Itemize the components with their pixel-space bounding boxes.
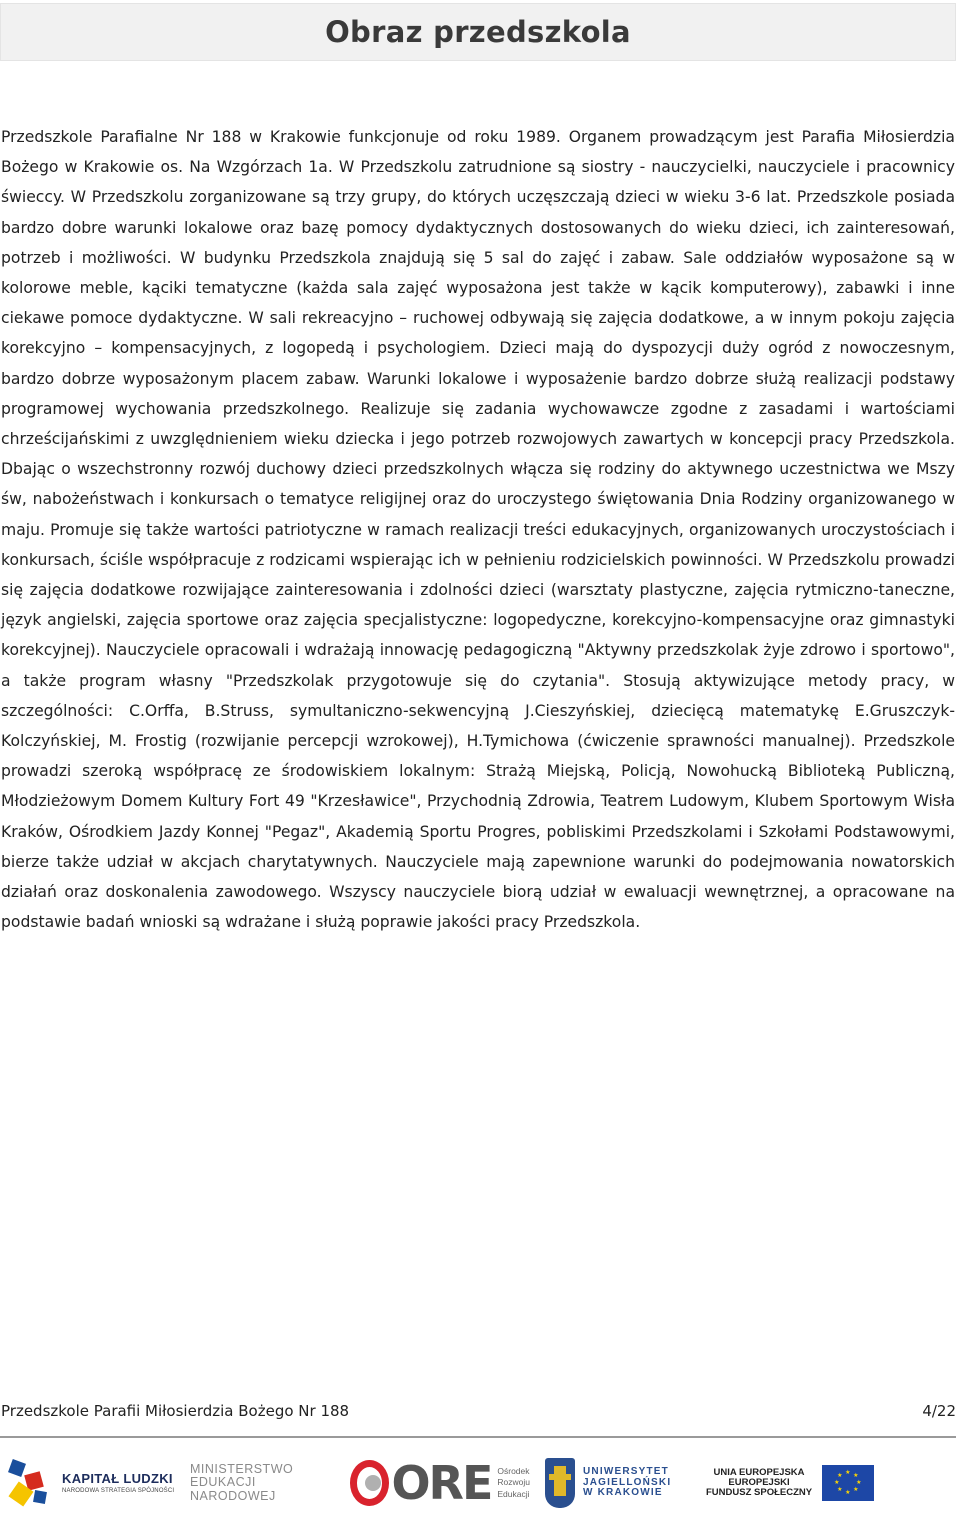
ore-mark: ORE bbox=[391, 1456, 492, 1510]
ore-line3: Edukacji bbox=[497, 1488, 530, 1499]
sponsor-logos bbox=[0, 1446, 960, 1520]
ore-line1: Ośrodek bbox=[497, 1466, 530, 1477]
uj-line2: JAGIELLOŃSKI bbox=[583, 1476, 672, 1488]
men-line2: EDUKACJI bbox=[190, 1475, 256, 1490]
uj-line1: UNIWERSYTET bbox=[583, 1466, 669, 1478]
page-title: Obraz przedszkola bbox=[325, 15, 631, 49]
kl-tagline: NARODOWA STRATEGIA SPÓJNOŚCI bbox=[62, 1487, 175, 1494]
eu-logo bbox=[706, 1446, 956, 1520]
ore-line2: Rozwoju bbox=[497, 1477, 530, 1488]
title-bar bbox=[0, 3, 956, 61]
men-line1: MINISTERSTWO bbox=[190, 1462, 294, 1477]
uj-logo bbox=[545, 1446, 685, 1520]
kapital-ludzki-icon bbox=[6, 1455, 56, 1511]
eu-line3: FUNDUSZ SPOŁECZNY bbox=[706, 1486, 813, 1498]
body-paragraph: Przedszkole Parafialne Nr 188 w Krakowie funkcjonuje od roku 1989. Organem prowadzącym jest Parafia Miłosierdzia Bożego w Krakowie os. Na Wzgórzach 1a. W Przedszkolu zatrudnione są siostry - nauczycielki, nauczyciele i pracownicy świeccy. W Przedszkolu zorganizowane są trzy grupy, do których uczęszczają dzieci w wieku 3-6 lat. Przedszkole posiada bardzo dobre warunki lokalowe oraz bazę pomocy dydaktycznych dostosowanych do wieku dzieci, ich zainteresowań, potrzeb i możliwości. W budynku Przedszkola znajdują się 5 sal do zajęć i zabaw. Sale oddziałów wyposażone są w kolorowe meble, kąciki tematyczne (każda sala zajęć wyposażona jest także w kącik komputerowy), zabawki i inne ciekawe pomoce dydaktyczne. W sali rekreacyjno – ruchowej odbywają się zajęcia dodatkowe, a w innym pokoju zajęcia korekcyjno – kompensacyjnych, z logopedą i psychologiem. Dzieci mają do dyspozycji duży ogród z nowoczesnym, bardzo dobrze wyposażonym placem zabaw. Warunki lokalowe i wyposażenie bardzo dobrze służą realizacji podstawy programowej wychowania przedszkolnego. Realizuje się zadania wychowawcze zgodne z zasadami i wartościami chrześcijańskimi z uwzględnieniem wieku dziecka i jego potrzeb rozwojowych zawartych w koncepcji pracy Przedszkola. Dbając o wszechstronny rozwój duchowy dzieci przedszkolnych włącza się rodziny do aktywnego uczestnictwa we Mszy św, nabożeństwach i konkursach o tematyce religijnej oraz do uroczystego świętowania Dnia Rodziny organizowanego w maju. Promuje się także wartości patriotyczne w ramach realizacji treści edukacyjnych, organizowanych uroczystościach i konkursach, ściśle współpracuje z rodzicami wspierając ich w pełnieniu rodzicielskich powinności. W Przedszkolu prowadzi się zajęcia dodatkowe rozwijające zainteresowania i zdolności dzieci (warsztaty plastyczne, zajęcia rytmiczno-taneczne, język angielski, zajęcia sportowe oraz zajęcia specjalistyczne: logopedyczne, korekcyjno-kompensacyjne oraz gimnastyki korekcyjnej). Nauczyciele opracowali i wdrażają innowację pedagogiczną "Aktywny przedszkolak żyje zdrowo i sportowo", a także program własny "Przedszkolak przygotowuje się do czytania". Stosują aktywizujące metody pracy, w szczególności: C.Orffa, B.Struss, symultaniczno-sekwencyjną J.Cieszyńskiej, dziecięcą matematykę E.Gruszczyk-Kolczyńskiej, M. Frostig (rozwijanie percepcji wzrokowej), H.Tymichowa (ćwiczenie sprawności manualnej). Przedszkole prowadzi szeroką współpracę ze środowiskiem lokalnym: Strażą Miejską, Policją, Nowohucką Biblioteką Publiczną, Młodzieżowym Domem Kultury Fort 49 "Krzesławice", Przychodnią Zdrowia, Teatrem Ludowym, Klubem Sportowym Wisła Kraków, Ośrodkiem Jazdy Konnej "Pegaz", Akademią Sportu Progres, pobliskimi Przedszkolami i Szkołami Podstawowymi, bierze także udział w akcjach charytatywnych. Nauczyciele mają zapewnione warunki do podejmowania nowatorskich działań oraz doskonalenia zawodowego. Wszyscy nauczyciele biorą udział w ewaluacji wewnętrznej, a opracowane na podstawie badań wnioski są wdrażane i służą poprawie jakości pracy Przedszkola. bbox=[1, 128, 955, 932]
kapital-ludzki-logo bbox=[6, 1446, 176, 1520]
ore-ring-icon bbox=[350, 1460, 389, 1506]
page-number: 4/22 bbox=[922, 1402, 956, 1420]
kl-name: KAPITAŁ LUDZKI bbox=[62, 1471, 173, 1487]
uj-line3: W KRAKOWIE bbox=[583, 1487, 663, 1499]
page-footer bbox=[1, 1402, 956, 1420]
footer-institution: Przedszkole Parafii Miłosierdzia Bożego Nr 188 bbox=[1, 1402, 350, 1420]
ore-logo bbox=[350, 1446, 530, 1520]
uj-crest-icon bbox=[545, 1458, 575, 1508]
footer-divider bbox=[0, 1436, 956, 1438]
men-logo bbox=[190, 1446, 320, 1520]
eu-line1: UNIA EUROPEJSKA bbox=[713, 1467, 805, 1479]
eu-flag-icon: ★ ★ ★ ★ ★ ★ ★ ★ bbox=[822, 1465, 874, 1501]
eu-line2: EUROPEJSKI bbox=[728, 1477, 790, 1489]
body-text bbox=[1, 122, 955, 937]
men-line3: NARODOWEJ bbox=[190, 1488, 276, 1503]
